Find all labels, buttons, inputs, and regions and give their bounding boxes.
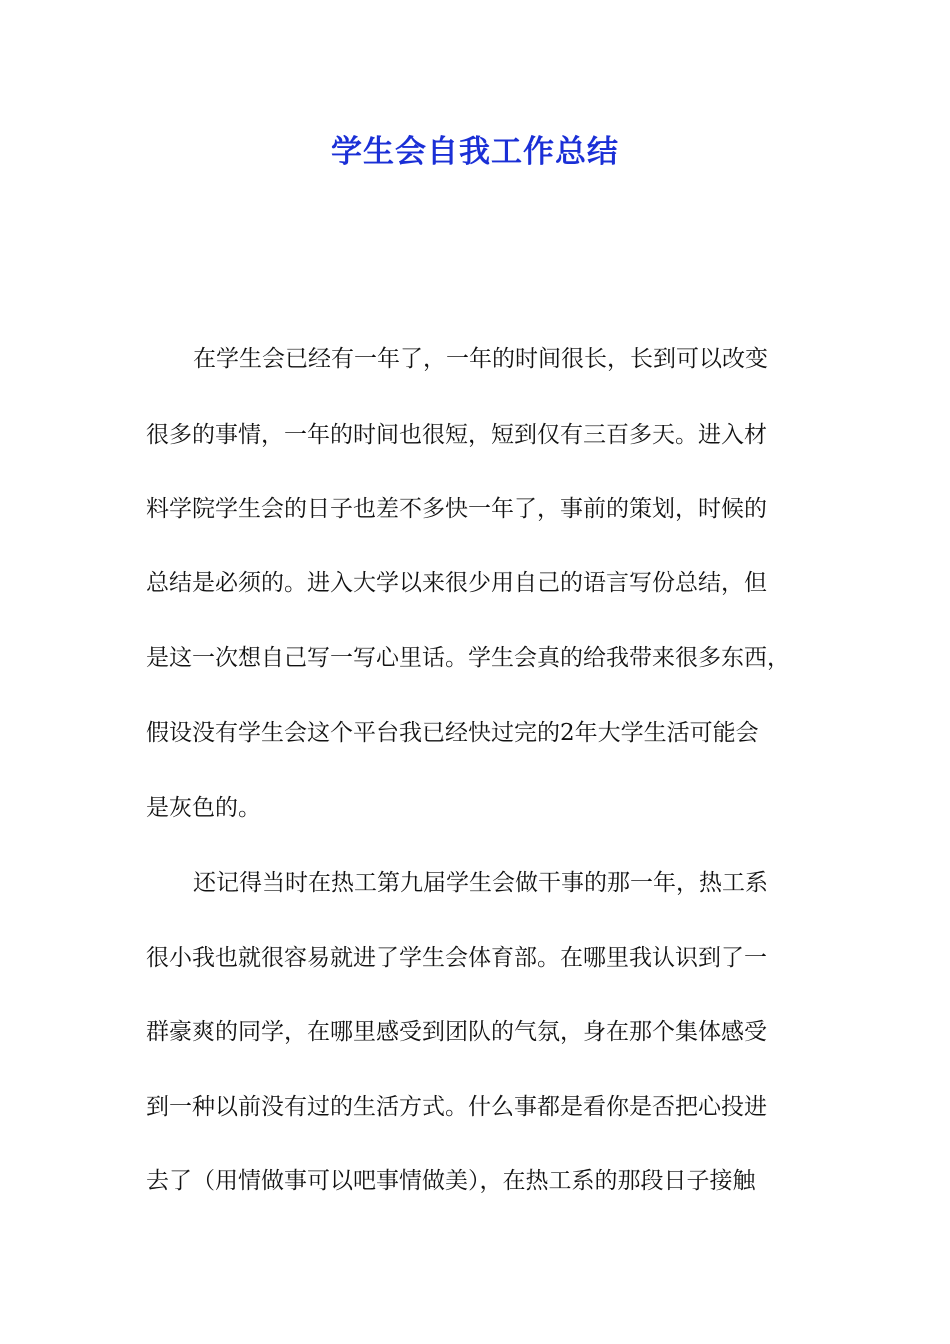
document-title: 学生会自我工作总结 xyxy=(331,134,619,170)
paragraph-1-line-1: 在学生会已经有一年了，一年的时间很长，长到可以改变 xyxy=(193,346,768,372)
paragraph-1-line-5: 是这一次想自己写一写心里话。学生会真的给我带来很多东西， xyxy=(146,645,790,671)
paragraph-2-line-5: 去了（用情做事可以吧事情做美），在热工系的那段日子接触 xyxy=(146,1168,756,1194)
paragraph-2-line-2: 很小我也就很容易就进了学生会体育部。在哪里我认识到了一 xyxy=(146,945,767,971)
paragraph-2-line-1: 还记得当时在热工第九届学生会做干事的那一年，热工系 xyxy=(193,870,768,896)
paragraph-1-line-6: 假设没有学生会这个平台我已经快过完的2年大学生活可能会 xyxy=(146,720,759,746)
paragraph-2-line-3: 群豪爽的同学，在哪里感受到团队的气氛，身在那个集体感受 xyxy=(146,1019,767,1045)
paragraph-1-line-7: 是灰色的。 xyxy=(146,795,261,821)
paragraph-2-line-4: 到一种以前没有过的生活方式。什么事都是看你是否把心投进 xyxy=(146,1094,767,1120)
paragraph-1-line-3: 料学院学生会的日子也差不多快一年了，事前的策划，时候的 xyxy=(146,496,767,522)
paragraph-1-line-4: 总结是必须的。进入大学以来很少用自己的语言写份总结，但 xyxy=(146,570,767,596)
paragraph-1-line-2: 很多的事情，一年的时间也很短，短到仅有三百多天。进入材 xyxy=(146,422,767,448)
